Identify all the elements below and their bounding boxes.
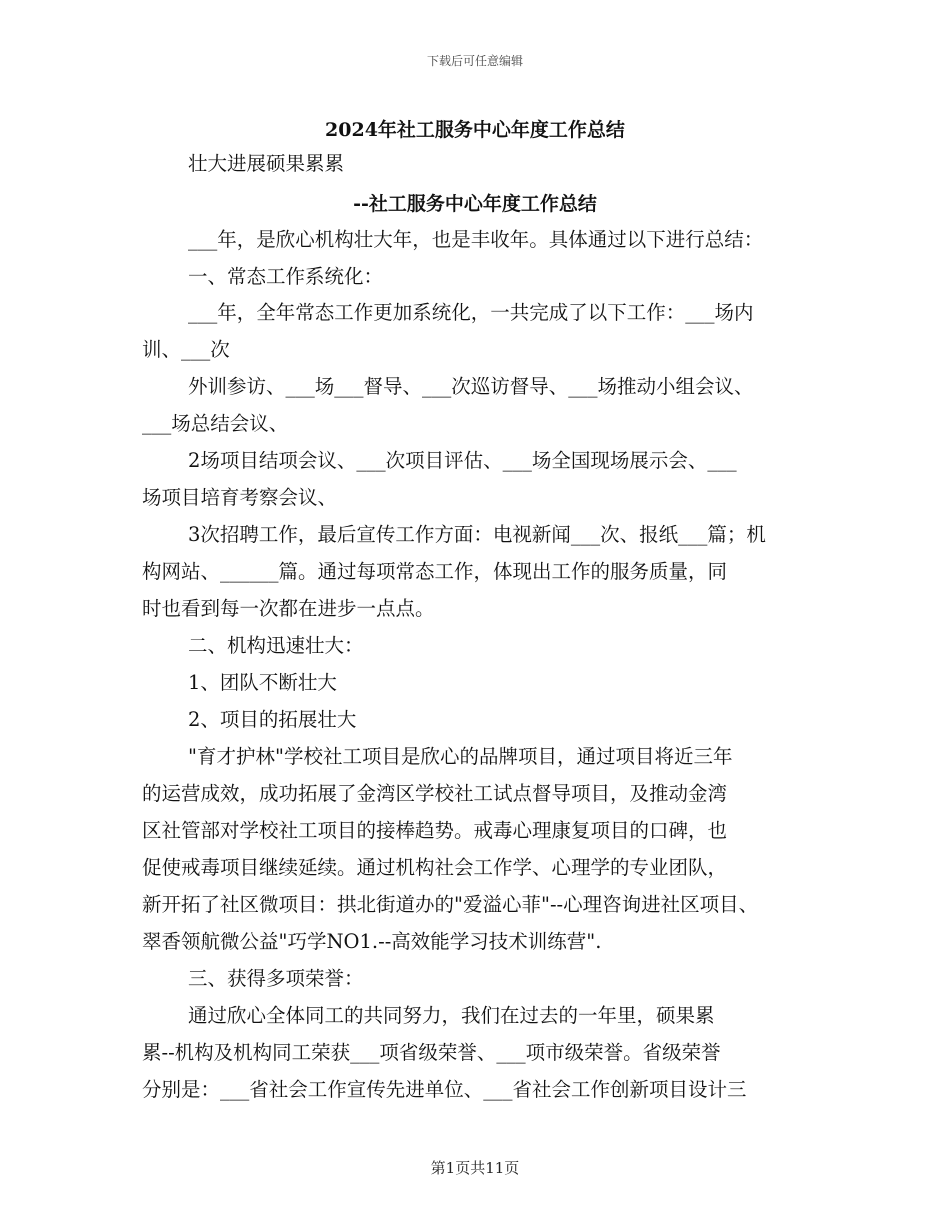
text-line: 分别是：___省社会工作宣传先进单位、___省社会工作创新项目设计三: [142, 1078, 747, 1101]
text-line: 的运营成效，成功拓展了金湾区学校社工试点督导项目，及推动金湾: [142, 782, 728, 805]
text-line: ___场总结会议、: [142, 412, 289, 435]
section-heading: 三、获得多项荣誉：: [188, 967, 364, 990]
text-line: 3次招聘工作，最后宣传工作方面：电视新闻___次、报纸___篇；机: [188, 523, 766, 546]
text-line: 时也看到每一次都在进步一点点。: [142, 597, 435, 620]
text-line: 外训参访、___场___督导、___次巡访督导、___场推动小组会议、: [188, 375, 754, 398]
text-line: 2、项目的拓展壮大: [188, 708, 357, 731]
page-header: 下载后可任意编辑: [426, 54, 523, 68]
text-line: 新开拓了社区微项目：拱北街道办的"爱溢心菲"--心理咨询进社区项目、: [142, 893, 759, 916]
text-line: 通过欣心全体同工的共同努力，我们在过去的一年里，硕果累: [188, 1004, 715, 1027]
text-line: 壮大进展硕果累累: [188, 152, 345, 175]
text-line: 累--机构及机构同工荣获___项省级荣誉、___项市级荣誉。省级荣誉: [142, 1041, 721, 1064]
text-line: "育才护林"学校社工项目是欣心的品牌项目，通过项目将近三年: [188, 745, 733, 768]
text-line: 构网站、______篇。通过每项常态工作，体现出工作的服务质量，同: [142, 560, 728, 583]
section-heading: 二、机构迅速壮大：: [188, 634, 364, 657]
text-line: 翠香领航微公益"巧学NO1.--高效能学习技术训练营".: [142, 930, 602, 953]
page-footer: 第1页共11页: [430, 1159, 520, 1177]
text-line: 1、团队不断壮大: [188, 671, 337, 694]
text-line: 2场项目结项会议、___次项目评估、___场全国现场展示会、___: [188, 449, 737, 472]
text-line: ___年，是欣心机构壮大年，也是丰收年。具体通过以下进行总结：: [188, 228, 764, 251]
text-line: 场项目培育考察会议、: [142, 486, 338, 509]
text-line: 区社管部对学校社工项目的接棒趋势。戒毒心理康复项目的口碑，也: [142, 819, 728, 842]
text-line: ___年，全年常态工作更加系统化，一共完成了以下工作：___场内: [188, 301, 754, 324]
section-heading: 一、常态工作系统化：: [188, 265, 384, 288]
text-line: 促使戒毒项目继续延续。通过机构社会工作学、心理学的专业团队，: [142, 856, 728, 879]
document-title: 2024年社工服务中心年度工作总结: [325, 119, 625, 141]
text-line: 训、___次: [142, 338, 230, 361]
document-subtitle: --社工服务中心年度工作总结: [353, 193, 597, 215]
